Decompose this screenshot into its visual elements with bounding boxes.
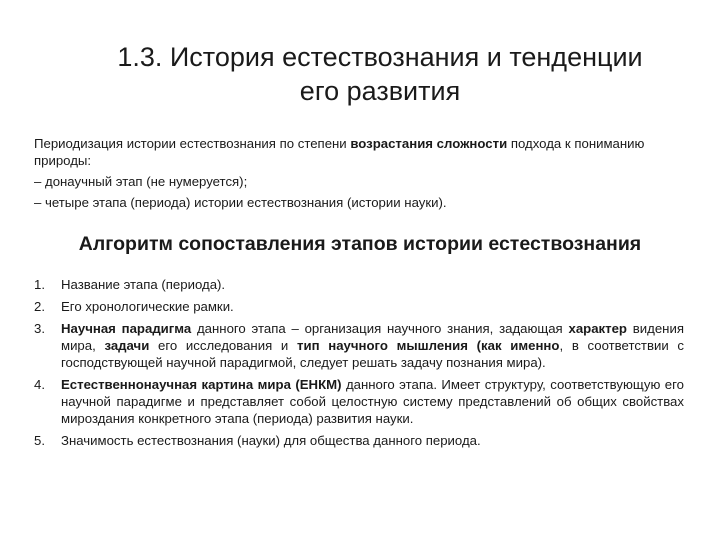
intro-paragraph-2: – донаучный этап (не нумеруется); — [34, 174, 248, 189]
term-thinking-type: тип научного мышления — [297, 338, 468, 353]
intro-p1-c: подхода к пониманию природы: — [34, 136, 645, 168]
list-number: 1. — [34, 277, 45, 292]
page-title — [60, 40, 700, 108]
title-line-2: его развития — [299, 76, 461, 106]
list-item-text: Его хронологические рамки. — [61, 299, 234, 314]
list-item-text: данного этапа. Имеет структуру, соответствующую его научной парадигме и представляет собой целостную систему представлений об общих свойствах мироздания конкретного этапа (периода) развития науки. — [61, 377, 684, 426]
list-item-text: Значимость естествознания (науки) для общества данного периода. — [61, 433, 481, 448]
list-number: 3. — [34, 321, 45, 336]
intro-p1-a: Периодизация истории естествознания по степени — [34, 136, 351, 151]
list-item-text: видения мира, — [61, 321, 684, 353]
list-item-5 — [34, 432, 684, 449]
intro-p1-bold: возрастания сложности — [350, 136, 508, 151]
list-item-1 — [34, 276, 684, 293]
intro-text — [34, 135, 689, 211]
title-line-1: 1.3. История естествознания и тенденции — [117, 42, 643, 72]
list-item-3 — [34, 320, 684, 371]
section-subtitle: Алгоритм сопоставления этапов истории естествознания — [78, 233, 642, 255]
algorithm-list — [34, 276, 684, 454]
list-number: 2. — [34, 299, 45, 314]
list-item-text: , в соответствии с господствующей научной парадигмой, следует решать задачу познания мира). — [61, 338, 684, 370]
list-number: 4. — [34, 377, 45, 392]
term-scientific-paradigm: Научная парадигма — [61, 321, 192, 336]
intro-paragraph-1 — [34, 135, 689, 169]
term-tasks: задачи — [104, 338, 150, 353]
list-number: 5. — [34, 433, 45, 448]
term-how-exactly: (как именно — [476, 338, 560, 353]
list-item-text: Название этапа (периода). — [61, 277, 226, 292]
list-item-text: его исследования и — [149, 338, 297, 353]
intro-paragraph-3: – четыре этапа (периода) истории естествознания (истории науки). — [34, 195, 447, 210]
list-item-text — [468, 338, 477, 353]
list-item-text: данного этапа – организация научного знания, задающая — [191, 321, 569, 336]
term-world-picture: Естественнонаучная картина мира (ЕНКМ) — [61, 377, 342, 392]
list-item-4 — [34, 376, 684, 427]
term-character: характер — [568, 321, 627, 336]
list-item-2 — [34, 298, 684, 315]
